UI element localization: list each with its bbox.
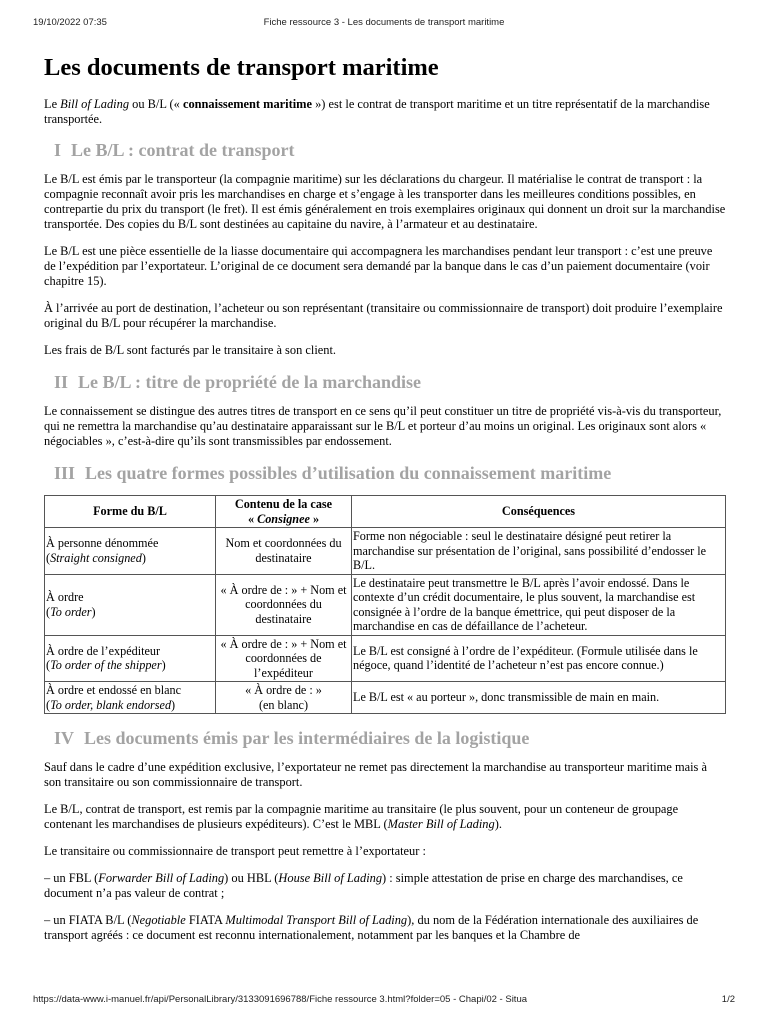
- paragraph-text: Le B/L, contrat de transport, est remis par la compagnie maritime au transitaire (le plus souvent, pour un conteneur de groupage contenant les marchandises de plusieurs expéditeurs). C’est le MBL (: [44, 802, 679, 831]
- paragraph: [44, 802, 726, 832]
- table-cell-consequence: Le destinataire peut transmettre le B/L après l’avoir endossé. Dans le contexte d’un crédit documentaire, le plus souvent, la marchandise est consignée à l’ordre de la banque émettrice, qui peut disposer de la marchandise en cas de défaillance de l’acheteur.: [352, 574, 726, 635]
- form-name-en: Straight consigned: [50, 550, 142, 565]
- section-title: Les documents émis par les intermédiaires de la logistique: [84, 728, 530, 748]
- table-cell-form: À ordre et endossé en blanc (To order, blank endorsed): [45, 682, 216, 714]
- form-name-en: To order, blank endorsed: [50, 697, 172, 712]
- section-title: Le B/L : titre de propriété de la marchandise: [78, 372, 421, 392]
- table-cell-consequence: Le B/L est « au porteur », donc transmissible de main en main.: [352, 682, 726, 714]
- content-line: (en blanc): [258, 697, 309, 712]
- section-title: Les quatre formes possibles d’utilisation du connaissement maritime: [85, 463, 612, 483]
- table-header-row: [45, 496, 726, 528]
- table-cell-content: « À ordre de : » + Nom et coordonnées du destinataire: [216, 574, 352, 635]
- intro-term-bill-of-lading: Bill of Lading: [60, 97, 130, 111]
- paragraph-text: ), du nom de la Fédération internationale des auxiliaires de transport agréés : ce document est reconnu internationalement, notamment par les banques et la Chambre de: [44, 913, 699, 942]
- form-name: À ordre: [46, 590, 84, 604]
- table-header-consignee: [216, 496, 352, 528]
- paragraph: Sauf dans le cadre d’une expédition exclusive, l’exportateur ne remet pas directement la marchandise au transporteur maritime mais à son transitaire ou son commissionnaire de transport.: [44, 760, 707, 789]
- section-number: III: [54, 463, 76, 483]
- section-heading-4: [44, 726, 726, 750]
- intro-term-connaissement: connaissement maritime: [182, 97, 312, 111]
- term-negotiable: Negotiable: [131, 913, 186, 927]
- intro-text-2: ou B/L («: [129, 97, 183, 111]
- table-cell-consequence: Forme non négociable : seul le destinataire désigné peut retirer la marchandise sur présentation de l’original, sans possibilité d’endosser le B/L.: [352, 528, 726, 575]
- form-name: À personne dénommée: [46, 536, 159, 551]
- page-title: Les documents de transport maritime: [44, 54, 439, 81]
- print-datetime: 19/10/2022 07:35: [33, 17, 107, 28]
- section-heading-2: [44, 370, 726, 394]
- paragraph: Les frais de B/L sont facturés par le transitaire à son client.: [44, 343, 336, 357]
- bl-forms-table: [44, 495, 726, 714]
- print-header: [33, 17, 735, 31]
- paragraph-text: ) : simple attestation de prise en charge des marchandises, ce document n’a pas valeur de contrat ;: [44, 871, 683, 900]
- section-number: IV: [54, 728, 75, 748]
- print-doc-title: Fiche ressource 3 - Les documents de transport maritime: [263, 17, 505, 28]
- section-heading-3: [44, 461, 726, 485]
- paragraph: Le connaissement se distingue des autres titres de transport en ce sens qu’il peut constituer un titre de propriété vis-à-vis du transporteur, qui ne remettra la marchandise qu’au destinataire apparaissant sur le B/L et porteur d’au moins un original. Les originaux sont alors « négociables », c’est-à-dire qu’ils sont transmissibles par endossement.: [44, 404, 722, 448]
- section-title: Le B/L : contrat de transport: [71, 140, 295, 160]
- intro-text-1: Le: [44, 97, 61, 111]
- header-text: Consignee: [257, 511, 310, 526]
- table-cell-content: [216, 682, 352, 714]
- header-text: Contenu de la case: [234, 497, 333, 511]
- intro-paragraph: [44, 97, 726, 127]
- table-cell-consequence: Le B/L est consigné à l’ordre de l’expéditeur. (Formule utilisée dans le négoce, quand l’identité de l’acheteur n’est pas encore connue.): [352, 635, 726, 682]
- paragraph-text: – un FIATA B/L (: [44, 913, 132, 927]
- table-row: [45, 635, 726, 682]
- table-cell-content: « À ordre de : » + Nom et coordonnées de l’expéditeur: [216, 635, 352, 682]
- table-row: [45, 682, 726, 714]
- section-number: I: [54, 140, 62, 160]
- table-row: [45, 528, 726, 575]
- paragraph: Le B/L est émis par le transporteur (la compagnie maritime) sur les déclarations du chargeur. Il matérialise le contrat de transport : la compagnie reconnaît avoir pris les marchandises en charge et s’engage à les transporter dans les meilleures conditions possibles, en contrepartie du prix du transport (le fret). Il est émis généralement en trois exemplaires originaux qui donnent un droit sur la marchandise transportée. Des copies du B/L sont destinées au capitaine du navire, à l’armateur et au destinataire.: [44, 172, 726, 231]
- table-header-consequences: Conséquences: [352, 496, 726, 528]
- header-text: »: [309, 511, 320, 526]
- form-name-en: To order: [50, 604, 92, 619]
- paragraph: [44, 913, 726, 943]
- print-url: https://data-www.i-manuel.fr/api/PersonalLibrary/3133091696788/Fiche ressource 3.html?folder=05 - Chapi/02 - Situa: [33, 994, 528, 1005]
- table-cell-form: À ordre (To order): [45, 574, 216, 635]
- term-forwarder-bill: Forwarder Bill of Lading: [98, 871, 225, 885]
- print-footer: [33, 994, 735, 1008]
- term-multimodal: Multimodal Transport Bill of Lading: [225, 913, 408, 927]
- content-line: « À ordre de : »: [245, 683, 322, 697]
- paragraph-text: FIATA: [185, 913, 226, 927]
- term-house-bill: House Bill of Lading: [278, 871, 383, 885]
- table-cell-form: À ordre de l’expéditeur (To order of the shipper): [45, 635, 216, 682]
- form-name-en: To order of the shipper: [50, 658, 162, 673]
- paragraph: À l’arrivée au port de destination, l’acheteur ou son représentant (transitaire ou commissionnaire de transport) doit produire l’exemplaire original du B/L pour récupérer la marchandise.: [44, 301, 723, 330]
- paragraph: Le transitaire ou commissionnaire de transport peut remettre à l’exportateur :: [44, 844, 426, 858]
- intro-text-3: ») est le contrat de transport maritime et un titre représentatif de la marchandise transportée.: [44, 97, 710, 126]
- form-name: À ordre et endossé en blanc: [46, 683, 182, 697]
- section-number: II: [54, 372, 69, 392]
- header-text: «: [247, 511, 258, 526]
- term-master-bill: Master Bill of Lading: [387, 817, 495, 831]
- paragraph-text: ).: [494, 817, 502, 831]
- section-heading-1: [44, 138, 726, 162]
- paragraph-text: ) ou HBL (: [224, 871, 279, 885]
- table-cell-content: Nom et coordonnées du destinataire: [216, 528, 352, 575]
- form-name: À ordre de l’expéditeur: [46, 643, 161, 658]
- paragraph: [44, 871, 726, 901]
- paragraph-text: – un FBL (: [44, 871, 99, 885]
- table-cell-form: À personne dénommée (Straight consigned): [45, 528, 216, 575]
- paragraph: Le B/L est une pièce essentielle de la liasse documentaire qui accompagnera les marchandises pendant leur transport : c’est une preuve de l’expédition par l’exportateur. L’original de ce document sera demandé par la banque dans le cas d’un paiement documentaire (voir chapitre 15).: [44, 244, 713, 288]
- table-header-form: Forme du B/L: [45, 496, 216, 528]
- table-row: [45, 574, 726, 635]
- document-body: [44, 50, 726, 994]
- page-number: 1/2: [721, 994, 735, 1005]
